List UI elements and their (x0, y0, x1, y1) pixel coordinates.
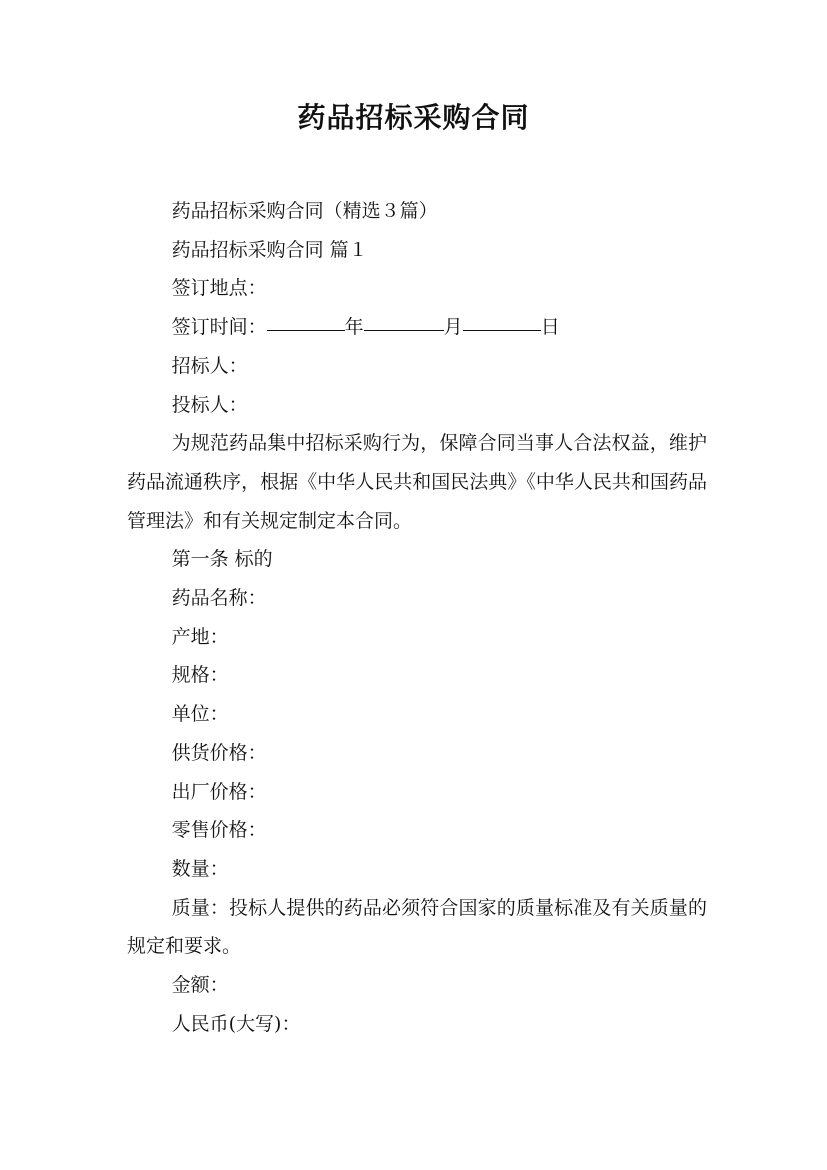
tenderer-line: 招标人： (171, 354, 248, 377)
amount-line: 金额： (171, 974, 229, 997)
article-one-heading: 第一条 标的 (171, 548, 273, 571)
subtitle-paragraph: 药品招标采购合同（精选３篇） (171, 200, 438, 222)
sign-time-label: 签订时间： (171, 316, 267, 339)
bidder-line: 投标人： (171, 393, 248, 416)
part-heading: 药品招标采购合同 篇１ (171, 238, 368, 261)
rmb-line: 人民币(大写)： (171, 1012, 301, 1035)
preamble-paragraph: 为规范药品集中招标采购行为，保障合同当事人合法权益，维护药品流通秩序，根据《中华人民共和国民法典》《中华人民共和国药品管理法》和有关规定制定本合同。 (127, 432, 707, 532)
spec-line: 规格： (171, 664, 229, 687)
day-label: 日 (540, 316, 560, 339)
year-blank (267, 329, 345, 331)
drug-name-line: 药品名称： (171, 587, 267, 610)
month-blank (364, 329, 444, 331)
quality-paragraph: 质量：投标人提供的药品必须符合国家的质量标准及有关质量的规定和要求。 (127, 896, 707, 958)
unit-line: 单位： (171, 703, 229, 726)
retail-price-line: 零售价格： (171, 819, 267, 842)
document-title: 药品招标采购合同 (297, 101, 530, 134)
month-label: 月 (443, 316, 463, 339)
origin-line: 产地： (171, 625, 229, 648)
factory-price-line: 出厂价格： (171, 780, 267, 803)
sign-time-line (127, 308, 707, 347)
year-label: 年 (344, 316, 364, 339)
quantity-line: 数量： (171, 857, 229, 880)
document-body (127, 192, 707, 1043)
supply-price-line: 供货价格： (171, 741, 267, 764)
sign-place-line: 签订地点： (171, 277, 267, 300)
day-blank (463, 329, 541, 331)
